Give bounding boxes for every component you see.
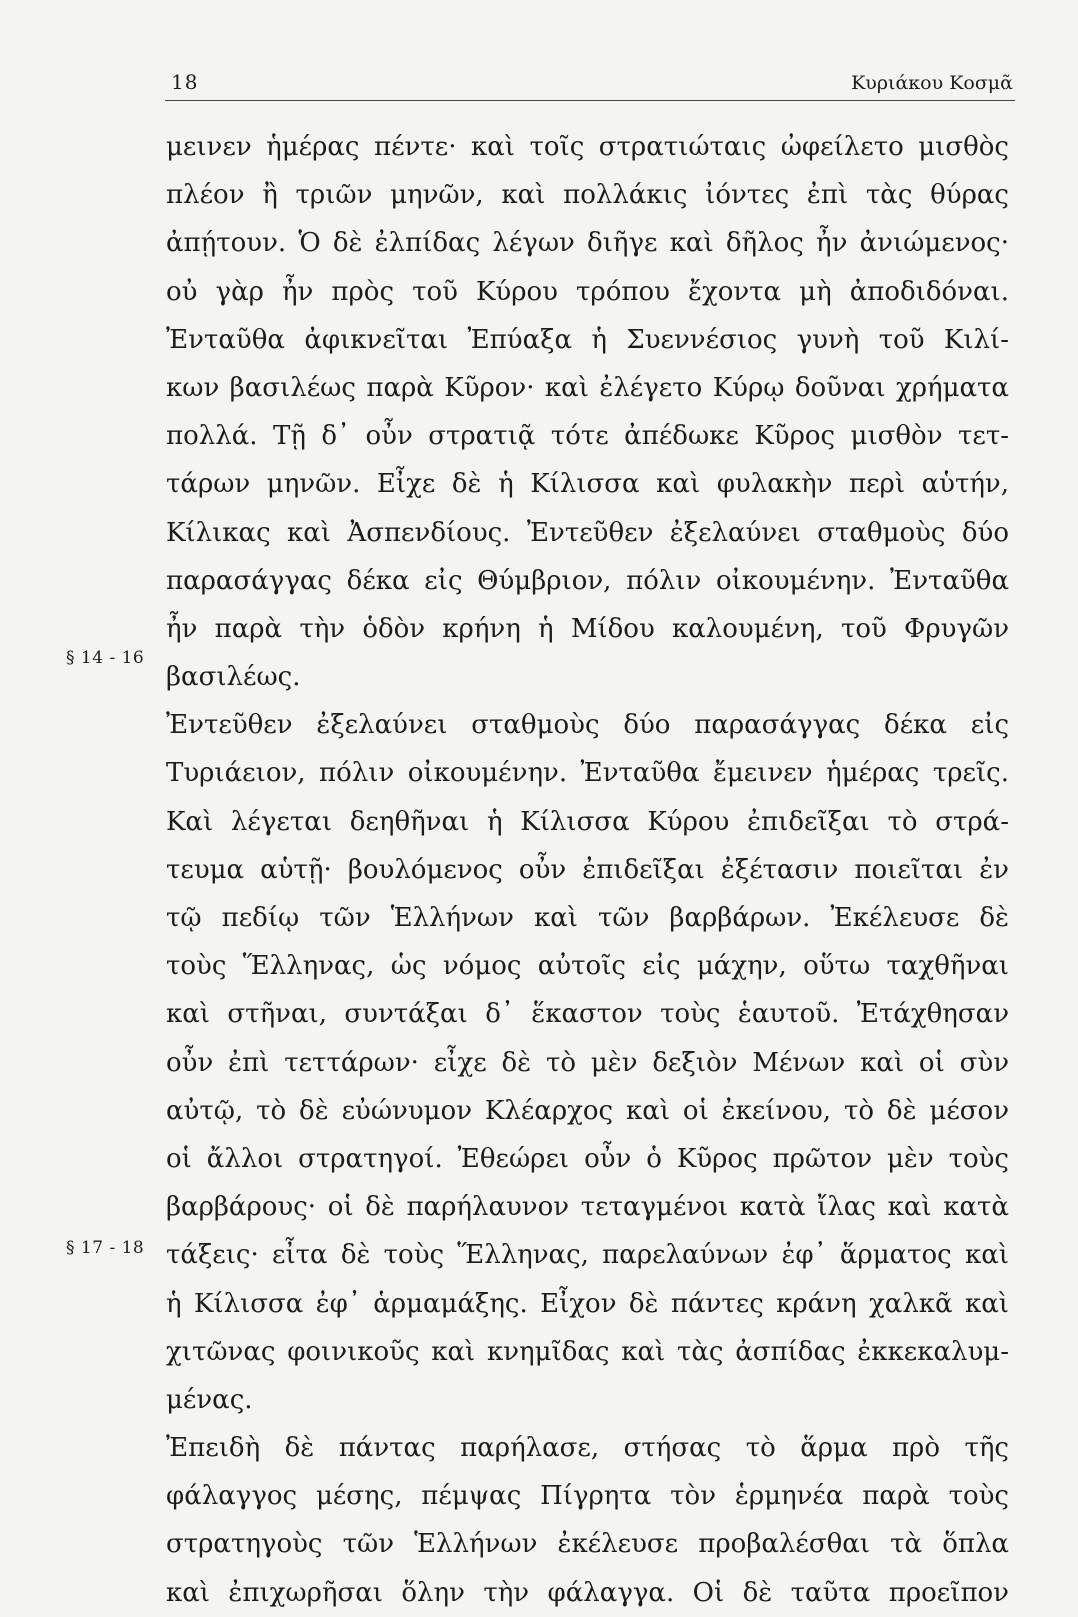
text-line: Ἐντεῦθεν ἐξελαύνει σταθμοὺς δύο παρασάγγας δέκα εἰς bbox=[166, 710, 1009, 741]
text-line: μένας. bbox=[166, 1384, 253, 1415]
text-line: κων βασιλέως παρὰ Κῦρον· καὶ ἐλέγετο Κύρῳ δοῦναι χρήματα bbox=[166, 372, 1009, 403]
text-line: βασιλέως. bbox=[166, 662, 301, 693]
text-line: καὶ στῆναι, συντάξαι δ᾽ ἕκαστον τοὺς ἑαυτοῦ. Ἐτάχθησαν bbox=[166, 999, 1009, 1030]
text-line: οὐ γὰρ ἦν πρὸς τοῦ Κύρου τρόπου ἔχοντα μὴ ἀποδιδόναι. bbox=[166, 276, 1009, 307]
text-line: μεινεν ἡμέρας πέντε· καὶ τοῖς στρατιώταις ὠφείλετο μισθὸς bbox=[166, 132, 1009, 162]
text-line: οὖν ἐπὶ τεττάρων· εἶχε δὲ τὸ μὲν δεξιὸν Μένων καὶ οἱ σὺν bbox=[166, 1047, 1009, 1078]
text-line: βαρβάρους· οἱ δὲ παρήλαυνον τεταγμένοι κατὰ ἴλας καὶ κατὰ bbox=[166, 1192, 1009, 1223]
text-line: τάρων μηνῶν. Εἶχε δὲ ἡ Κίλισσα καὶ φυλακὴν περὶ αὑτήν, bbox=[166, 469, 1009, 500]
margin-note-section-17-18: § 17 - 18 bbox=[66, 1238, 145, 1258]
text-line: Τυριάειον, πόλιν οἰκουμένην. Ἐνταῦθα ἔμεινεν ἡμέρας τρεῖς. bbox=[166, 758, 1009, 789]
text-line: ἦν παρὰ τὴν ὁδὸν κρήνη ἡ Μίδου καλουμένη, τοῦ Φρυγῶν bbox=[166, 613, 1009, 644]
text-line: πολλά. Τῇ δ᾽ οὖν στρατιᾷ τότε ἀπέδωκε Κῦρος μισθὸν τετ- bbox=[166, 421, 1009, 452]
text-line: αὐτῷ, τὸ δὲ εὐώνυμον Κλέαρχος καὶ οἱ ἐκείνου, τὸ δὲ μέσον bbox=[166, 1095, 1009, 1126]
text-line: τάξεις· εἶτα δὲ τοὺς Ἕλληνας, παρελαύνων ἐφ᾽ ἅρματος καὶ bbox=[166, 1240, 1009, 1271]
text-line: Ἐπειδὴ δὲ πάντας παρήλασε, στήσας τὸ ἅρμα πρὸ τῆς bbox=[166, 1433, 1009, 1464]
text-line: τοὺς Ἕλληνας, ὡς νόμος αὐτοῖς εἰς μάχην, οὕτω ταχθῆναι bbox=[166, 951, 1009, 982]
text-line: Καὶ λέγεται δεηθῆναι ἡ Κίλισσα Κύρου ἐπιδεῖξαι τὸ στρά- bbox=[166, 806, 1009, 837]
text-line: καὶ ἐπιχωρῆσαι ὅλην τὴν φάλαγγα. Οἱ δὲ ταῦτα προεῖπον bbox=[166, 1577, 1009, 1608]
text-line: τευμα αὑτῇ· βουλόμενος οὖν ἐπιδεῖξαι ἐξέτασιν ποιεῖται ἐν bbox=[166, 854, 1009, 885]
text-line: στρατηγοὺς τῶν Ἑλλήνων ἐκέλευσε προβαλέσθαι τὰ ὅπλα bbox=[166, 1529, 1009, 1560]
text-line: τῷ πεδίῳ τῶν Ἑλλήνων καὶ τῶν βαρβάρων. Ἐκέλευσε δὲ bbox=[166, 903, 1009, 933]
running-head-author: Κυριάκου Κοσμᾶ bbox=[851, 72, 1013, 94]
running-head bbox=[165, 66, 1015, 101]
text-line: ἀπῄτουν. Ὁ δὲ ἐλπίδας λέγων διῆγε καὶ δῆλος ἦν ἀνιώμενος· bbox=[166, 228, 1009, 259]
margin-note-section-14-16: § 14 - 16 bbox=[66, 648, 145, 668]
body-text bbox=[166, 123, 1009, 1617]
text-line: παρασάγγας δέκα εἰς Θύμβριον, πόλιν οἰκουμένην. Ἐνταῦθα bbox=[166, 565, 1009, 596]
text-line: πλέον ἢ τριῶν μηνῶν, καὶ πολλάκις ἰόντες ἐπὶ τὰς θύρας bbox=[166, 180, 1009, 211]
text-line: ἡ Κίλισσα ἐφ᾽ ἁρμαμάξης. Εἶχον δὲ πάντες κράνη χαλκᾶ καὶ bbox=[166, 1288, 1009, 1319]
text-line: οἱ ἄλλοι στρατηγοί. Ἐθεώρει οὖν ὁ Κῦρος πρῶτον μὲν τοὺς bbox=[166, 1143, 1009, 1174]
text-line: φάλαγγος μέσης, πέμψας Πίγρητα τὸν ἑρμηνέα παρὰ τοὺς bbox=[166, 1481, 1009, 1512]
text-line: Κίλικας καὶ Ἀσπενδίους. Ἐντεῦθεν ἐξελαύνει σταθμοὺς δύο bbox=[166, 517, 1009, 548]
text-line: Ἐνταῦθα ἀφικνεῖται Ἐπύαξα ἡ Συεννέσιος γυνὴ τοῦ Κιλί- bbox=[166, 324, 1009, 355]
text-line: χιτῶνας φοινικοῦς καὶ κνημῖδας καὶ τὰς ἀσπίδας ἐκκεκαλυμ- bbox=[166, 1336, 1009, 1367]
page-number: 18 bbox=[171, 70, 199, 94]
